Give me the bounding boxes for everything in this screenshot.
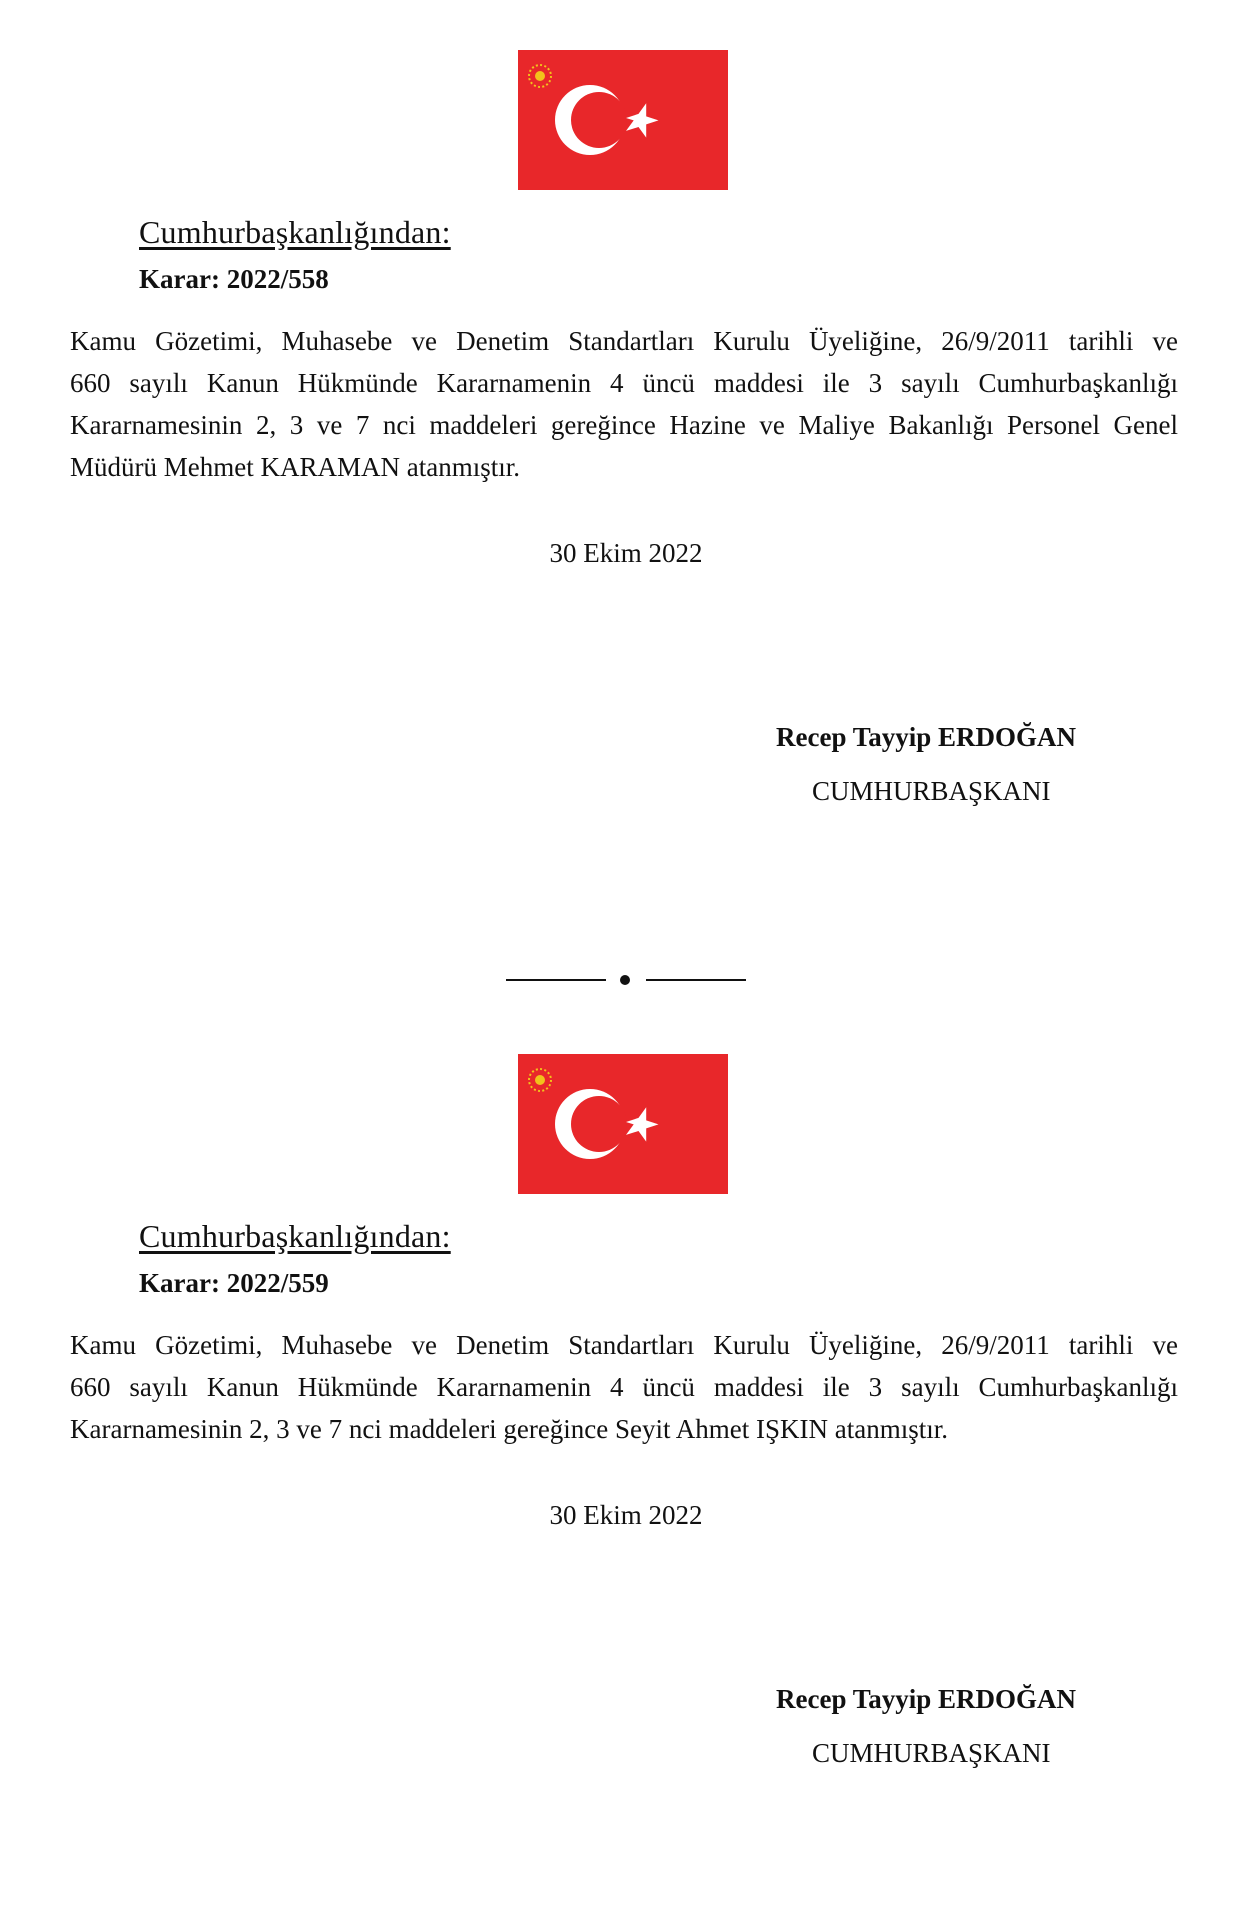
issuer-heading: Cumhurbaşkanlığından:: [139, 1218, 451, 1254]
decree-body: [70, 320, 1178, 488]
flag-icon: [518, 1054, 728, 1194]
flag-icon: [518, 50, 728, 190]
separator-dot: [620, 975, 630, 985]
body-line: Kararnamesinin 2, 3 ve 7 nci maddeleri gereğince Seyit Ahmet IŞKIN atanmıştır.: [70, 1414, 949, 1444]
body-line: Müdürü Mehmet KARAMAN atanmıştır.: [70, 452, 520, 482]
body-line: 660 sayılı Kanun Hükmünde Kararnamenin 4 üncü maddesi ile 3 sayılı Cumhurbaşkanlığı: [70, 1372, 1178, 1402]
issuer-heading: Cumhurbaşkanlığından:: [139, 214, 451, 250]
body-line: Kararnamesinin 2, 3 ve 7 nci maddeleri gereğince Hazine ve Maliye Bakanlığı Personel Genel: [70, 410, 1178, 440]
body-line: Kamu Gözetimi, Muhasebe ve Denetim Standartları Kurulu Üyeliğine, 26/9/2011 tarihli ve: [70, 1330, 1178, 1360]
turkish-flag-emblem: [518, 50, 728, 190]
decision-label: Karar:: [139, 1268, 220, 1298]
decision-label: Karar:: [139, 264, 220, 294]
signatory-title: CUMHURBAŞKANI: [812, 1738, 1051, 1768]
body-line: 660 sayılı Kanun Hükmünde Kararnamenin 4 üncü maddesi ile 3 sayılı Cumhurbaşkanlığı: [70, 368, 1178, 398]
decision-number: [139, 264, 329, 295]
signatory-name: Recep Tayyip ERDOĞAN: [776, 722, 1077, 752]
decision-number: [139, 1268, 329, 1299]
decree-date: 30 Ekim 2022: [549, 538, 703, 568]
turkish-flag-emblem: [518, 1054, 728, 1194]
decree-date: 30 Ekim 2022: [549, 1500, 703, 1530]
signatory-title: CUMHURBAŞKANI: [812, 776, 1051, 806]
decree-body: [70, 1324, 1178, 1450]
decision-value: 2022/559: [226, 1268, 329, 1298]
section-separator: [506, 972, 746, 988]
separator-rule-left: [506, 979, 606, 981]
signatory-name: Recep Tayyip ERDOĞAN: [776, 1684, 1077, 1714]
body-line: Kamu Gözetimi, Muhasebe ve Denetim Standartları Kurulu Üyeliğine, 26/9/2011 tarihli ve: [70, 326, 1178, 356]
separator-rule-right: [646, 979, 746, 981]
decision-value: 2022/558: [226, 264, 329, 294]
